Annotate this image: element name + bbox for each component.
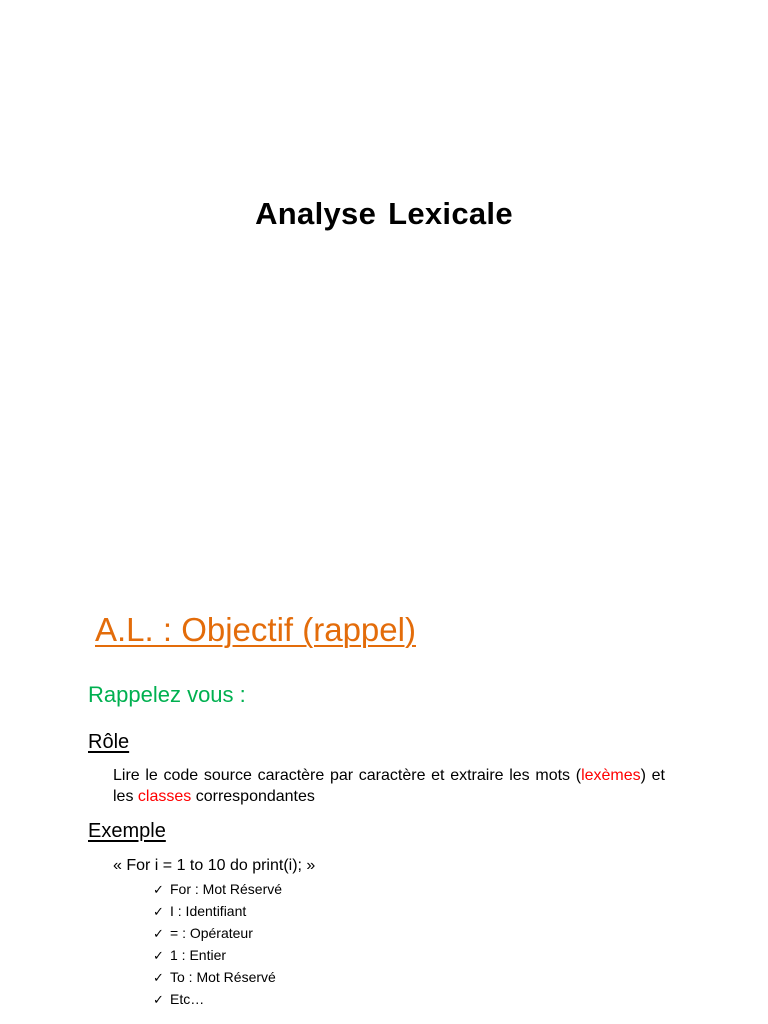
example-code-line: « For i = 1 to 10 do print(i); » [113, 857, 316, 874]
list-item [153, 879, 282, 901]
example-heading: Exemple [88, 820, 166, 842]
list-item-text: 1 : Entier [170, 947, 227, 963]
lexemes-highlight: lexèmes [581, 767, 641, 784]
title-word-2: Lexicale [388, 196, 513, 231]
check-icon: ✓ [153, 949, 164, 964]
objective-title: A.L. : Objectif (rappel) [95, 611, 416, 648]
list-item-text: Etc… [170, 991, 205, 1007]
list-item [153, 901, 282, 923]
list-item-text: To : Mot Réservé [170, 969, 276, 985]
check-icon: ✓ [153, 971, 164, 986]
list-item [153, 967, 282, 989]
list-item-text: I : Identifiant [170, 903, 247, 919]
classes-highlight: classes [137, 788, 192, 805]
role-text-before: Lire le code source caractère par caractère et extraire les mots ( [113, 767, 582, 784]
list-item [153, 923, 282, 945]
list-item [153, 989, 282, 1011]
list-item-text: For : Mot Réservé [170, 881, 283, 897]
list-item-text: = : Opérateur [170, 925, 253, 941]
role-text-after: correspondantes [191, 788, 315, 805]
slide-title-heading [0, 196, 768, 232]
role-text-middle: ) et les [113, 767, 665, 805]
title-word-1: Analyse [255, 196, 377, 231]
check-icon: ✓ [153, 905, 164, 920]
role-heading: Rôle [88, 731, 130, 753]
check-icon: ✓ [153, 883, 164, 898]
example-token-list [153, 879, 282, 1011]
recall-subtitle: Rappelez vous : [88, 682, 246, 707]
list-item [153, 945, 282, 967]
role-description [113, 765, 665, 807]
check-icon: ✓ [153, 993, 164, 1008]
check-icon: ✓ [153, 927, 164, 942]
